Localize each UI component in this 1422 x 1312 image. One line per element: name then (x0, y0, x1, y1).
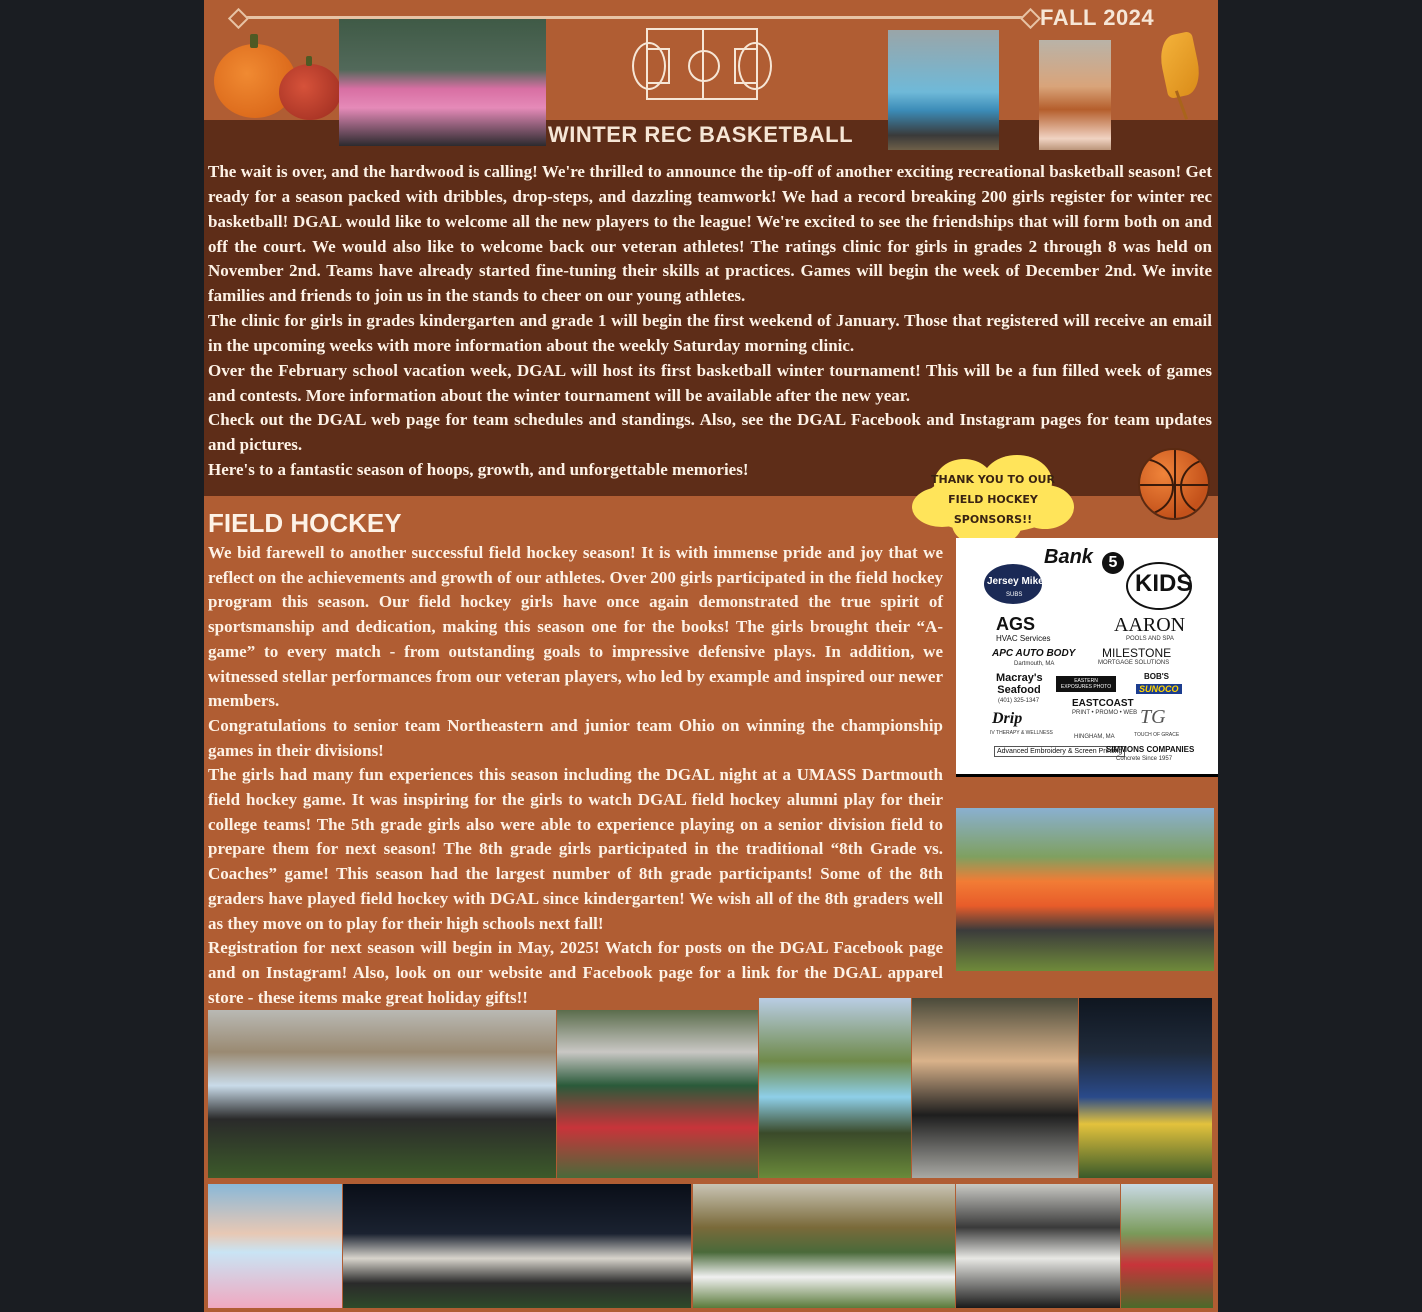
team-photo-1 (208, 1010, 556, 1178)
sponsor-callout-text: THANK YOU TO OUR FIELD HOCKEY SPONSORS!! (931, 473, 1055, 526)
basketball-article (208, 160, 1212, 483)
court-icon (646, 28, 758, 100)
header (204, 0, 1218, 150)
mascot-photo (1079, 998, 1212, 1178)
basketball-paragraph: Check out the DGAL web page for team schedules and standings. Also, see the DGAL Facebook and Instagram pages for team updates and pictures. (208, 410, 1212, 455)
basketball-girl-photo (1039, 40, 1111, 156)
divider-diamond-left (228, 8, 249, 29)
player-closeup-photo (208, 1184, 342, 1308)
team-photo-2 (557, 1010, 758, 1178)
player-action-photo (1121, 1184, 1213, 1308)
team-photo-3 (759, 998, 911, 1178)
field-hockey-paragraph: The girls had many fun experiences this season including the DGAL night at a UMASS Dartmouth field hockey game. It was inspiring for the girls to watch DGAL field hockey alumni play for their college teams! The 5th grade girls also were able to experience playing on a senior division field to prepare them for next season! The 8th grade girls participated in the traditional “8th Grade vs. Coaches” game! This season had the largest number of 8th grade participants! Some of the 8th graders have played field hockey with DGAL since kindergarten! We wish all of the 8th graders well as they move on to play for their high schools next fall! (208, 765, 943, 933)
season-label: FALL 2024 (1040, 5, 1155, 30)
divider-diamond-right (1020, 8, 1041, 29)
basketball-paragraph: Here's to a fantastic season of hoops, growth, and unforgettable memories! (208, 460, 749, 480)
field-hockey-title: FIELD HOCKEY (208, 508, 402, 538)
night-game-photo (343, 1184, 691, 1308)
field-hockey-paragraph: We bid farewell to another successful field hockey season! It is with immense pride and joy that we reflect on the achievements and growth of our athletes. Over 200 girls participated in the field hockey program this season. Our field hockey girls have once again demonstrated the true spirit of sportsmanship and dedication, making this season one for the books! The girls brought their “A-game” to every match - from outstanding goals to impressive defensive plays. In addition, we witnessed stellar performances from our veteran players, who led by example and inspired our newer members. (208, 543, 943, 711)
basketball-team-photo (339, 19, 546, 146)
newsletter-page (204, 0, 1218, 1312)
field-hockey-paragraph: Congratulations to senior team Northeastern and junior team Ohio on winning the championship games in their divisions! (208, 715, 943, 760)
field-hockey-paragraph: Registration for next season will begin in May, 2025! Watch for posts on the DGAL Facebook page and on Instagram! Also, look on our website and Facebook page for a link for the DGAL apparel store - these items make great holiday gifts!! (208, 938, 943, 1007)
field-team-photo (693, 1184, 955, 1308)
indoor-team-photo (956, 1184, 1120, 1308)
basketball-players-photo (888, 30, 999, 154)
field-hockey-championship-photo (956, 808, 1214, 971)
sponsor-logos: Bank 5 Jersey Mike's SUBS KIDS AGS HVAC Services AARON POOLS AND SPA APC AUTO BODY Dartmouth, MA MILESTONE MORTGAGE SOLUTIONS Macray's Seafood (401) 325-1347 EASTERN EXPOSURES PHOTO BOB'S SUNOCO EASTCOAST PRINT • PROMO • WEB HINGHAM, MA Drip IV THERAPY & WELLNESS TG TOUCH OF GRACE Advanced Embroidery & Screen Printing SIMMONS COMPANIES Concrete Since 1957 (956, 538, 1218, 777)
field-hockey-article (208, 541, 943, 1010)
basketball-icon (1138, 448, 1210, 520)
basketball-title: WINTER REC BASKETBALL (548, 122, 854, 147)
basketball-paragraph: The wait is over, and the hardwood is calling! We're thrilled to announce the tip-off of another exciting recreational basketball season! Get ready for a season packed with dribbles, drop-steps, and dazzling teamwork! We had a record breaking 200 girls register for winter rec basketball! DGAL would like to welcome all the new players to the league! We're excited to see the friendships that will form both on and off the court. We would also like to welcome back our veteran athletes! The ratings clinic for girls in grades 2 through 8 was held on November 2nd. Teams have already started fine-tuning their skills at practices. Games will begin the week of December 2nd. We invite families and friends to join us in the stands to cheer on our young athletes. (208, 162, 1212, 306)
basketball-paragraph: The clinic for girls in grades kindergarten and grade 1 will begin the first weekend of January. Those that registered will receive an email in the upcoming weeks with more information about the weekly Saturday morning clinic. (208, 311, 1212, 355)
basketball-paragraph: Over the February school vacation week, DGAL will host its first basketball winter tournament! This will be a fun filled week of games and contests. More information about the winter tournament will be available after the new year. (208, 360, 1212, 405)
team-photo-4 (912, 998, 1078, 1178)
